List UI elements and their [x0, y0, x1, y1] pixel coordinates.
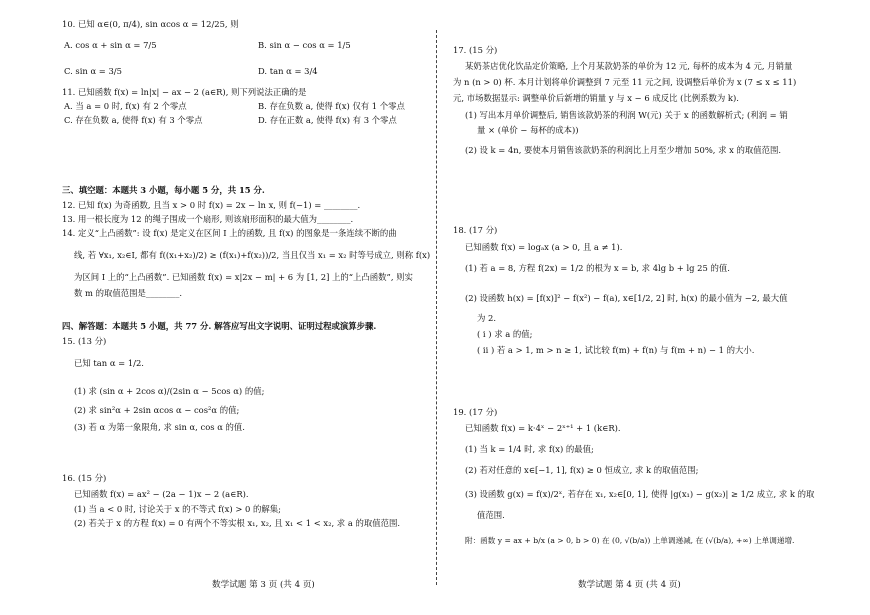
q16-part-2: (2) 若关于 x 的方程 f(x) = 0 有两个不等实根 x₁, x₂, 且 x₁ < 1 < x₂, 求 a 的取值范围.	[74, 518, 401, 528]
q18-heading: 18. (17 分)	[453, 225, 498, 235]
q15-part-2: (2) 求 sin²α + 2sin αcos α − cos²α 的值;	[74, 405, 240, 415]
q15-heading: 15. (13 分)	[62, 336, 107, 346]
q17-part-2: (2) 设 k = 4n, 要使本月销售该款奶茶的利润比上月至少增加 50%, 求 x 的取值范围.	[465, 145, 782, 155]
q13: 13. 用一根长度为 12 的绳子围成一个扇形, 则该扇形面积的最大值为________.	[62, 214, 354, 224]
q14-line-2: 线, 若 ∀x₁, x₂∈I, 都有 f((x₁+x₂)/2) ≥ (f(x₁)+f(x₂))/2, 当且仅当 x₁ = x₂ 时等号成立, 则称 f(x)	[74, 250, 431, 260]
q14-line-3: 为区间 I 上的“上凸函数”. 已知函数 f(x) = x|2x − m| + 6 为 [1, 2] 上的“上凸函数”, 则实	[74, 272, 413, 282]
q18-part-1: (1) 若 a = 8, 方程 f(2x) = 1/2 的根为 x = b, 求 4lg b + lg 25 的值.	[465, 263, 730, 273]
q11-option-b: B. 存在负数 a, 使得 f(x) 仅有 1 个零点	[258, 101, 405, 111]
q18-given: 已知函数 f(x) = logₐx (a > 0, 且 a ≠ 1).	[465, 242, 623, 252]
q10-option-a: A. cos α + sin α = 7/5	[64, 40, 157, 50]
section-4-heading: 四、解答题：本题共 5 小题，共 77 分. 解答应写出文字说明、证明过程或演算步骤.	[62, 321, 377, 331]
q19-note: 附：函数 y = ax + b/x (a > 0, b > 0) 在 (0, √(b/a)) 上单调递减, 在 (√(b/a), +∞) 上单调递增.	[465, 536, 795, 545]
q15-given: 已知 tan α = 1/2.	[74, 358, 144, 368]
q19-heading: 19. (17 分)	[453, 407, 498, 417]
q16-heading: 16. (15 分)	[62, 473, 107, 483]
q11-option-c: C. 存在负数 a, 使得 f(x) 有 3 个零点	[64, 115, 203, 125]
q18-part-2ii: ( ii ) 若 a > 1, m > n ≥ 1, 试比较 f(m) + f(n) 与 f(m + n) − 1 的大小.	[477, 345, 755, 355]
q15-part-1: (1) 求 (sin α + 2cos α)/(2sin α − 5cos α) 的值;	[74, 386, 265, 396]
q19-given: 已知函数 f(x) = k·4ˣ − 2ˣ⁺¹ + 1 (k∈R).	[465, 423, 621, 433]
footer-page-4: 数学试题 第 4 页 (共 4 页)	[578, 580, 681, 590]
q14-line-1: 14. 定义“上凸函数”: 设 f(x) 是定义在区间 I 上的函数, 且 f(x) 的图象是一条连续不断的曲	[62, 228, 397, 238]
page-divider	[436, 30, 437, 585]
footer-page-3: 数学试题 第 3 页 (共 4 页)	[212, 580, 315, 590]
q17-line-2: 为 n (n > 0) 杯. 本月计划将单价调整到 7 元至 11 元之间, 设调整后单价为 x (7 ≤ x ≤ 11)	[453, 77, 797, 87]
q10-option-d: D. tan α = 3/4	[258, 66, 318, 76]
q16-part-1: (1) 当 a < 0 时, 讨论关于 x 的不等式 f(x) > 0 的解集;	[74, 504, 281, 514]
q19-part-1: (1) 当 k = 1/4 时, 求 f(x) 的最值;	[465, 444, 594, 454]
q16-given: 已知函数 f(x) = ax² − (2a − 1)x − 2 (a∈R).	[74, 489, 249, 499]
q19-part-3b: 值范围.	[477, 510, 505, 520]
section-3-heading: 三、填空题：本题共 3 小题，每小题 5 分，共 15 分.	[62, 185, 265, 195]
q10-stem: 10. 已知 α∈(0, π/4), sin αcos α = 12/25, 则	[62, 19, 239, 29]
q18-part-2a: (2) 设函数 h(x) = [f(x)]² − f(x²) − f(a), x∈[1/2, 2] 时, h(x) 的最小值为 −2, 最大值	[465, 293, 788, 303]
q17-line-3: 元, 市场数据显示: 调整单价后新增的销量 y 与 x − 6 成反比 (比例系数为 k).	[453, 93, 739, 103]
q11-stem: 11. 已知函数 f(x) = ln|x| − ax − 2 (a∈R), 则下列说法正确的是	[62, 87, 307, 97]
q17-part-1a: (1) 写出本月单价调整后, 销售该款奶茶的利润 W(元) 关于 x 的函数解析式; (利润 = 销	[465, 110, 788, 120]
q15-part-3: (3) 若 α 为第一象限角, 求 sin α, cos α 的值.	[74, 422, 245, 432]
q19-part-2: (2) 若对任意的 x∈[−1, 1], f(x) ≥ 0 恒成立, 求 k 的取值范围;	[465, 465, 699, 475]
q18-part-2b: 为 2.	[477, 313, 497, 323]
q17-line-1: 某奶茶店优化饮品定价策略, 上个月某款奶茶的单价为 12 元, 每杯的成本为 4 元, 月销量	[465, 61, 793, 71]
q14-line-4: 数 m 的取值范围是________.	[74, 288, 183, 298]
q11-option-d: D. 存在正数 a, 使得 f(x) 有 3 个零点	[258, 115, 397, 125]
q17-part-1b: 量 × (单价 − 每杯的成本))	[477, 125, 579, 135]
q10-option-b: B. sin α − cos α = 1/5	[258, 40, 351, 50]
q11-option-a: A. 当 a = 0 时, f(x) 有 2 个零点	[64, 101, 187, 111]
q18-part-2i: ( i ) 求 a 的值;	[477, 329, 533, 339]
q12: 12. 已知 f(x) 为奇函数, 且当 x > 0 时 f(x) = 2x − ln x, 则 f(−1) = ________.	[62, 200, 361, 210]
q10-option-c: C. sin α = 3/5	[64, 66, 122, 76]
q19-part-3a: (3) 设函数 g(x) = f(x)/2ˣ, 若存在 x₁, x₂∈[0, 1], 使得 |g(x₁) − g(x₂)| ≥ 1/2 成立, 求 k 的取	[465, 489, 815, 499]
q17-heading: 17. (15 分)	[453, 45, 498, 55]
